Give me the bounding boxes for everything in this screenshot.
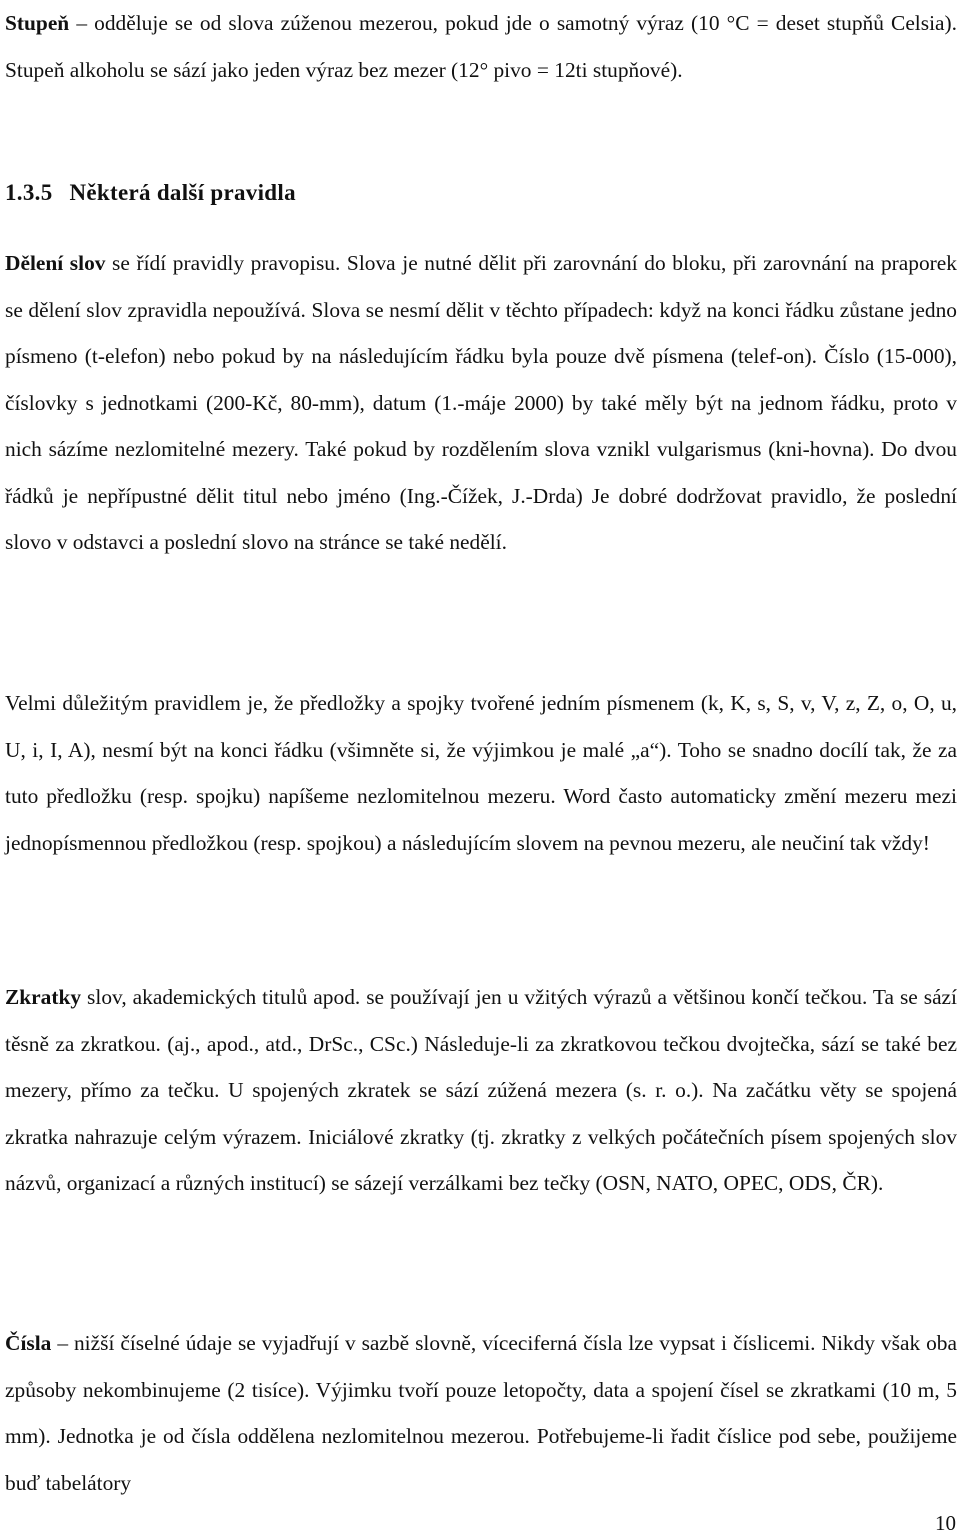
term-stupen: Stupeň	[5, 11, 70, 35]
paragraph-predlozky-text: Velmi důležitým pravidlem je, že předložky a spojky tvořené jedním písmenem (k, K, s, S, v, V, z, Z, o, O, u, U, i, I, A), nesmí být na konci řádku (všimněte si, že výjimkou je malé „a“). Toho se snadno docílí tak, že za tuto předložku (resp. spojku) napíšeme nezlomitelnou mezeru. Word často automaticky změní mezeru mezi jednopísmennou předložkou (resp. spojkou) a následujícím slovem na pevnou mezeru, ale neučiní tak vždy!	[5, 691, 957, 855]
paragraph-stupen-text: – odděluje se od slova zúženou mezerou, pokud jde o samotný výraz (10 °C = deset stupňů Celsia). Stupeň alkoholu se sází jako jeden výraz bez mezer (12° pivo = 12ti stupňové).	[5, 11, 957, 82]
paragraph-zkratky	[5, 974, 957, 1207]
section-number: 1.3.5	[5, 180, 53, 205]
term-cisla: Čísla	[5, 1331, 52, 1355]
page-number: 10	[935, 1511, 956, 1535]
paragraph-deleni-slov	[5, 240, 957, 566]
paragraph-cisla-text: – nižší číselné údaje se vyjadřují v sazbě slovně, víceciferná čísla lze vypsat i číslicemi. Nikdy však oba způsoby nekombinujeme (2 tisíce). Výjimku tvoří pouze letopočty, data a spojení čísel se zkratkami (10 m, 5 mm). Jednotka je od čísla oddělena nezlomitelnou mezerou. Potřebujeme-li řadit číslice pod sebe, použijeme buď tabelátory	[5, 1331, 957, 1495]
paragraph-cisla	[5, 1320, 957, 1506]
paragraph-zkratky-text: slov, akademických titulů apod. se používají jen u vžitých výrazů a většinou končí tečkou. Ta se sází těsně za zkratkou. (aj., apod., atd., DrSc., CSc.) Následuje-li za zkratkovou tečkou dvojtečka, sází se také bez mezery, přímo za tečku. U spojených zkratek se sází zúžená mezera (s. r. o.). Na začátku věty se spojená zkratka nahrazuje celým výrazem. Iniciálové zkratky (tj. zkratky z velkých počátečních písem spojených slov názvů, organizací a různých institucí) se sázejí verzálkami bez tečky (OSN, NATO, OPEC, ODS, ČR).	[5, 985, 957, 1195]
section-title: Některá další pravidla	[69, 180, 296, 205]
paragraph-stupen	[5, 0, 957, 93]
term-zkratky: Zkratky	[5, 985, 82, 1009]
term-deleni-slov: Dělení slov	[5, 251, 106, 275]
paragraph-deleni-slov-text: se řídí pravidly pravopisu. Slova je nutné dělit při zarovnání do bloku, při zarovnání na praporek se dělení slov zpravidla nepoužívá. Slova se nesmí dělit v těchto případech: když na konci řádku zůstane jedno písmeno (t-elefon) nebo pokud by na následujícím řádku byla pouze dvě písmena (telef-on). Číslo (15-000), číslovky s jednotkami (200-Kč, 80-mm), datum (1.-máje 2000) by také měly být na jednom řádku, proto v nich sázíme nezlomitelné mezery. Také pokud by rozdělením slova vznikl vulgarismus (kni-hovna). Do dvou řádků je nepřípustné dělit titul nebo jméno (Ing.-Čížek, J.-Drda) Je dobré dodržovat pravidlo, že poslední slovo v odstavci a poslední slovo na stránce se také nedělí.	[5, 251, 957, 554]
paragraph-predlozky	[5, 680, 957, 866]
section-heading	[5, 170, 296, 216]
